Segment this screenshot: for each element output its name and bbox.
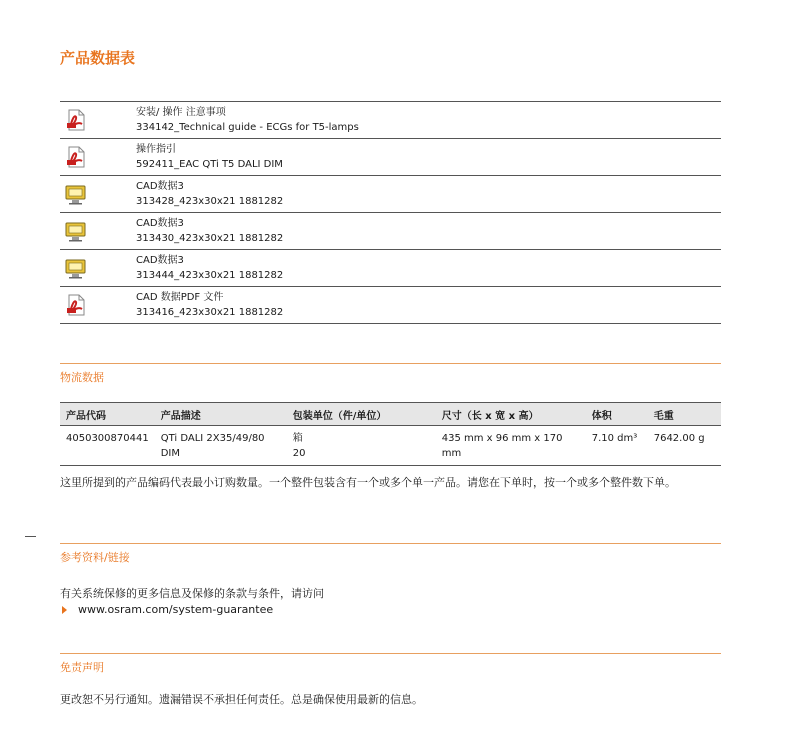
- download-title: CAD数据3: [136, 181, 184, 192]
- download-row-4[interactable]: [60, 213, 721, 250]
- cell-dimensions: 435 mm x 96 mm x 170 mm: [436, 426, 586, 466]
- download-file[interactable]: 313416_423x30x21 1881282: [136, 307, 284, 318]
- section-divider: [60, 543, 721, 544]
- pdf-icon[interactable]: [60, 287, 136, 323]
- download-row-6[interactable]: [60, 287, 721, 324]
- download-row-2[interactable]: [60, 139, 721, 176]
- cell-unit: [287, 426, 436, 466]
- header-code: 产品代码: [60, 403, 155, 426]
- disclaimer-title: 免责声明: [60, 661, 104, 674]
- cell-volume: 7.10 dm³: [586, 426, 648, 466]
- section-divider: [60, 363, 721, 364]
- desc-line-1: QTi DALI 2X35/49/80: [160, 433, 265, 444]
- table-row: [60, 426, 721, 466]
- download-title: 安装/ 操作 注意事项: [136, 107, 226, 118]
- cell-desc: [155, 426, 287, 466]
- pdf-icon[interactable]: [60, 102, 136, 138]
- cad-icon[interactable]: [60, 176, 136, 212]
- table-header-row: [60, 403, 721, 426]
- download-row-5[interactable]: [60, 250, 721, 287]
- cell-code: 4050300870441: [60, 426, 155, 466]
- cad-icon[interactable]: [60, 250, 136, 286]
- guarantee-link[interactable]: [62, 603, 273, 616]
- unit-line-1: 箱: [292, 433, 303, 444]
- unit-line-2: 20: [292, 448, 306, 459]
- order-note: 这里所提到的产品编码代表最小订购数量。一个整件包装含有一个或多个单一产品。请您在下单时，按一个或多个整件数下单。: [60, 476, 676, 489]
- cad-icon[interactable]: [60, 213, 136, 249]
- page-title: 产品数据表: [60, 49, 136, 67]
- download-row-3[interactable]: [60, 176, 721, 213]
- header-unit: 包装单位（件/单位）: [287, 403, 436, 426]
- cell-weight: 7642.00 g: [648, 426, 721, 466]
- pdf-icon[interactable]: [60, 139, 136, 175]
- logistics-table: [60, 402, 721, 466]
- margin-mark: [25, 536, 36, 537]
- download-file[interactable]: 313444_423x30x21 1881282: [136, 270, 284, 281]
- header-desc: 产品描述: [155, 403, 287, 426]
- download-title: CAD 数据PDF 文件: [136, 292, 224, 303]
- download-title: 操作指引: [136, 144, 176, 155]
- logistics-title: 物流数据: [60, 371, 104, 384]
- download-title: CAD数据3: [136, 218, 184, 229]
- download-file[interactable]: 334142_Technical guide - ECGs for T5-lamps: [136, 122, 359, 133]
- desc-line-2: DIM: [160, 448, 180, 459]
- header-dimensions: 尺寸（长 x 宽 x 高）: [436, 403, 586, 426]
- download-file[interactable]: 313428_423x30x21 1881282: [136, 196, 284, 207]
- header-volume: 体积: [586, 403, 648, 426]
- references-text: 有关系统保修的更多信息及保修的条款与条件，请访问: [60, 587, 324, 600]
- download-title: CAD数据3: [136, 255, 184, 266]
- disclaimer-text: 更改恕不另行通知。遗漏错误不承担任何责任。总是确保使用最新的信息。: [60, 693, 423, 706]
- section-divider: [60, 653, 721, 654]
- download-row-1[interactable]: [60, 102, 721, 139]
- download-file[interactable]: 592411_EAC QTi T5 DALI DIM: [136, 159, 283, 170]
- arrow-right-icon: [62, 606, 67, 614]
- references-title: 参考资料/链接: [60, 551, 130, 564]
- guarantee-link-text[interactable]: www.osram.com/system-guarantee: [78, 603, 274, 616]
- download-file[interactable]: 313430_423x30x21 1881282: [136, 233, 284, 244]
- downloads-list: [60, 101, 721, 324]
- header-weight: 毛重: [648, 403, 721, 426]
